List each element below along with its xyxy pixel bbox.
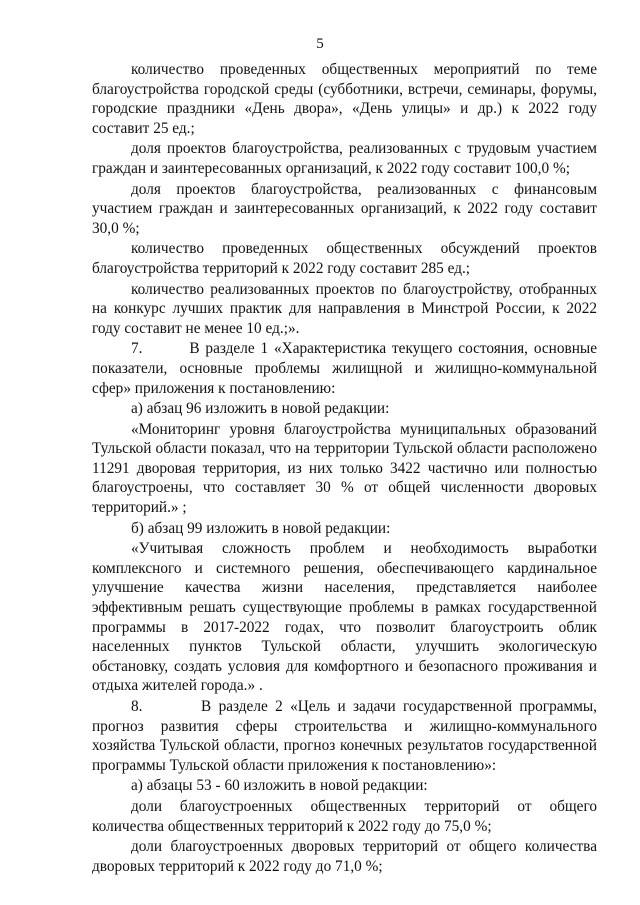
paragraph-problems-quote: «Учитывая сложность проблем и необходимость выработки комплексного и системного решения, обеспечивающего кардинальное улучшение качества жизни населения, представляется наиболее эффективным решать существующие проблемы в рамках государственной программы в 2017-2022 годах, что позволит благоустроить облик населенных пунктов Тульской области, улучшить экологическую обстановку, создать условия для комфортного и безопасного проживания и отдыха жителей города.» .	[92, 540, 597, 695]
paragraph-labor-participation: доля проектов благоустройства, реализованных с трудовым участием граждан и заинтересованных организаций, к 2022 году составит 100,0 %;	[92, 140, 597, 177]
paragraph-section-7: 7. В разделе 1 «Характеристика текущего состояния, основные показатели, основные проблемы жилищной и жилищно-коммунальной сфер» приложения к постановлению:	[92, 340, 597, 397]
paragraph-monitoring-quote: «Мониторинг уровня благоустройства муниципальных образований Тульской области показал, что на территории Тульской области расположено 11291 дворовая территория, из них только 3422 частично или полностью благоустроены, что составляет 30 % от общей численности дворовых территорий.» ;	[92, 420, 597, 517]
document-body	[92, 60, 597, 877]
paragraph-section-8: 8. В разделе 2 «Цель и задачи государственной программы, прогноз развития сферы строительства и жилищно-коммунального хозяйства Тульской области, прогноз конечных результатов государственной программы Тульской области приложения к постановлению»:	[92, 698, 597, 774]
paragraph-item-b-99: б) абзац 99 изложить в новой редакции:	[131, 519, 391, 537]
page-number: 5	[316, 36, 324, 52]
paragraph-yard-territories-share: доли благоустроенных дворовых территорий от общего количества дворовых территорий к 2022 году до 71,0 %;	[92, 838, 597, 875]
paragraph-public-territories-share: доли благоустроенных общественных территорий от общего количества общественных территорий к 2022 году до 75,0 %;	[92, 797, 597, 835]
paragraph-best-practices: количество реализованных проектов по благоустройству, отобранных на конкурс лучших практик для направления в Минстрой России, к 2022 году составит не менее 10 ед.;».	[92, 280, 597, 337]
paragraph-item-a-53-60: а) абзацы 53 - 60 изложить в новой редакции:	[131, 777, 428, 795]
paragraph-item-a-96: а) абзац 96 изложить в новой редакции:	[131, 400, 390, 418]
paragraph-events-count: количество проведенных общественных мероприятий по теме благоустройства городской среды (субботники, встречи, семинары, форумы, городские праздники «День двора», «День улицы» и др.) к 2022 году составит 25 ед.;	[92, 61, 597, 137]
paragraph-financial-participation: доля проектов благоустройства, реализованных с финансовым участием граждан и заинтересованных организаций, к 2022 году составит 30,0 %;	[92, 180, 597, 237]
paragraph-public-discussions: количество проведенных общественных обсуждений проектов благоустройства территорий к 2022 году составит 285 ед.;	[92, 240, 597, 277]
